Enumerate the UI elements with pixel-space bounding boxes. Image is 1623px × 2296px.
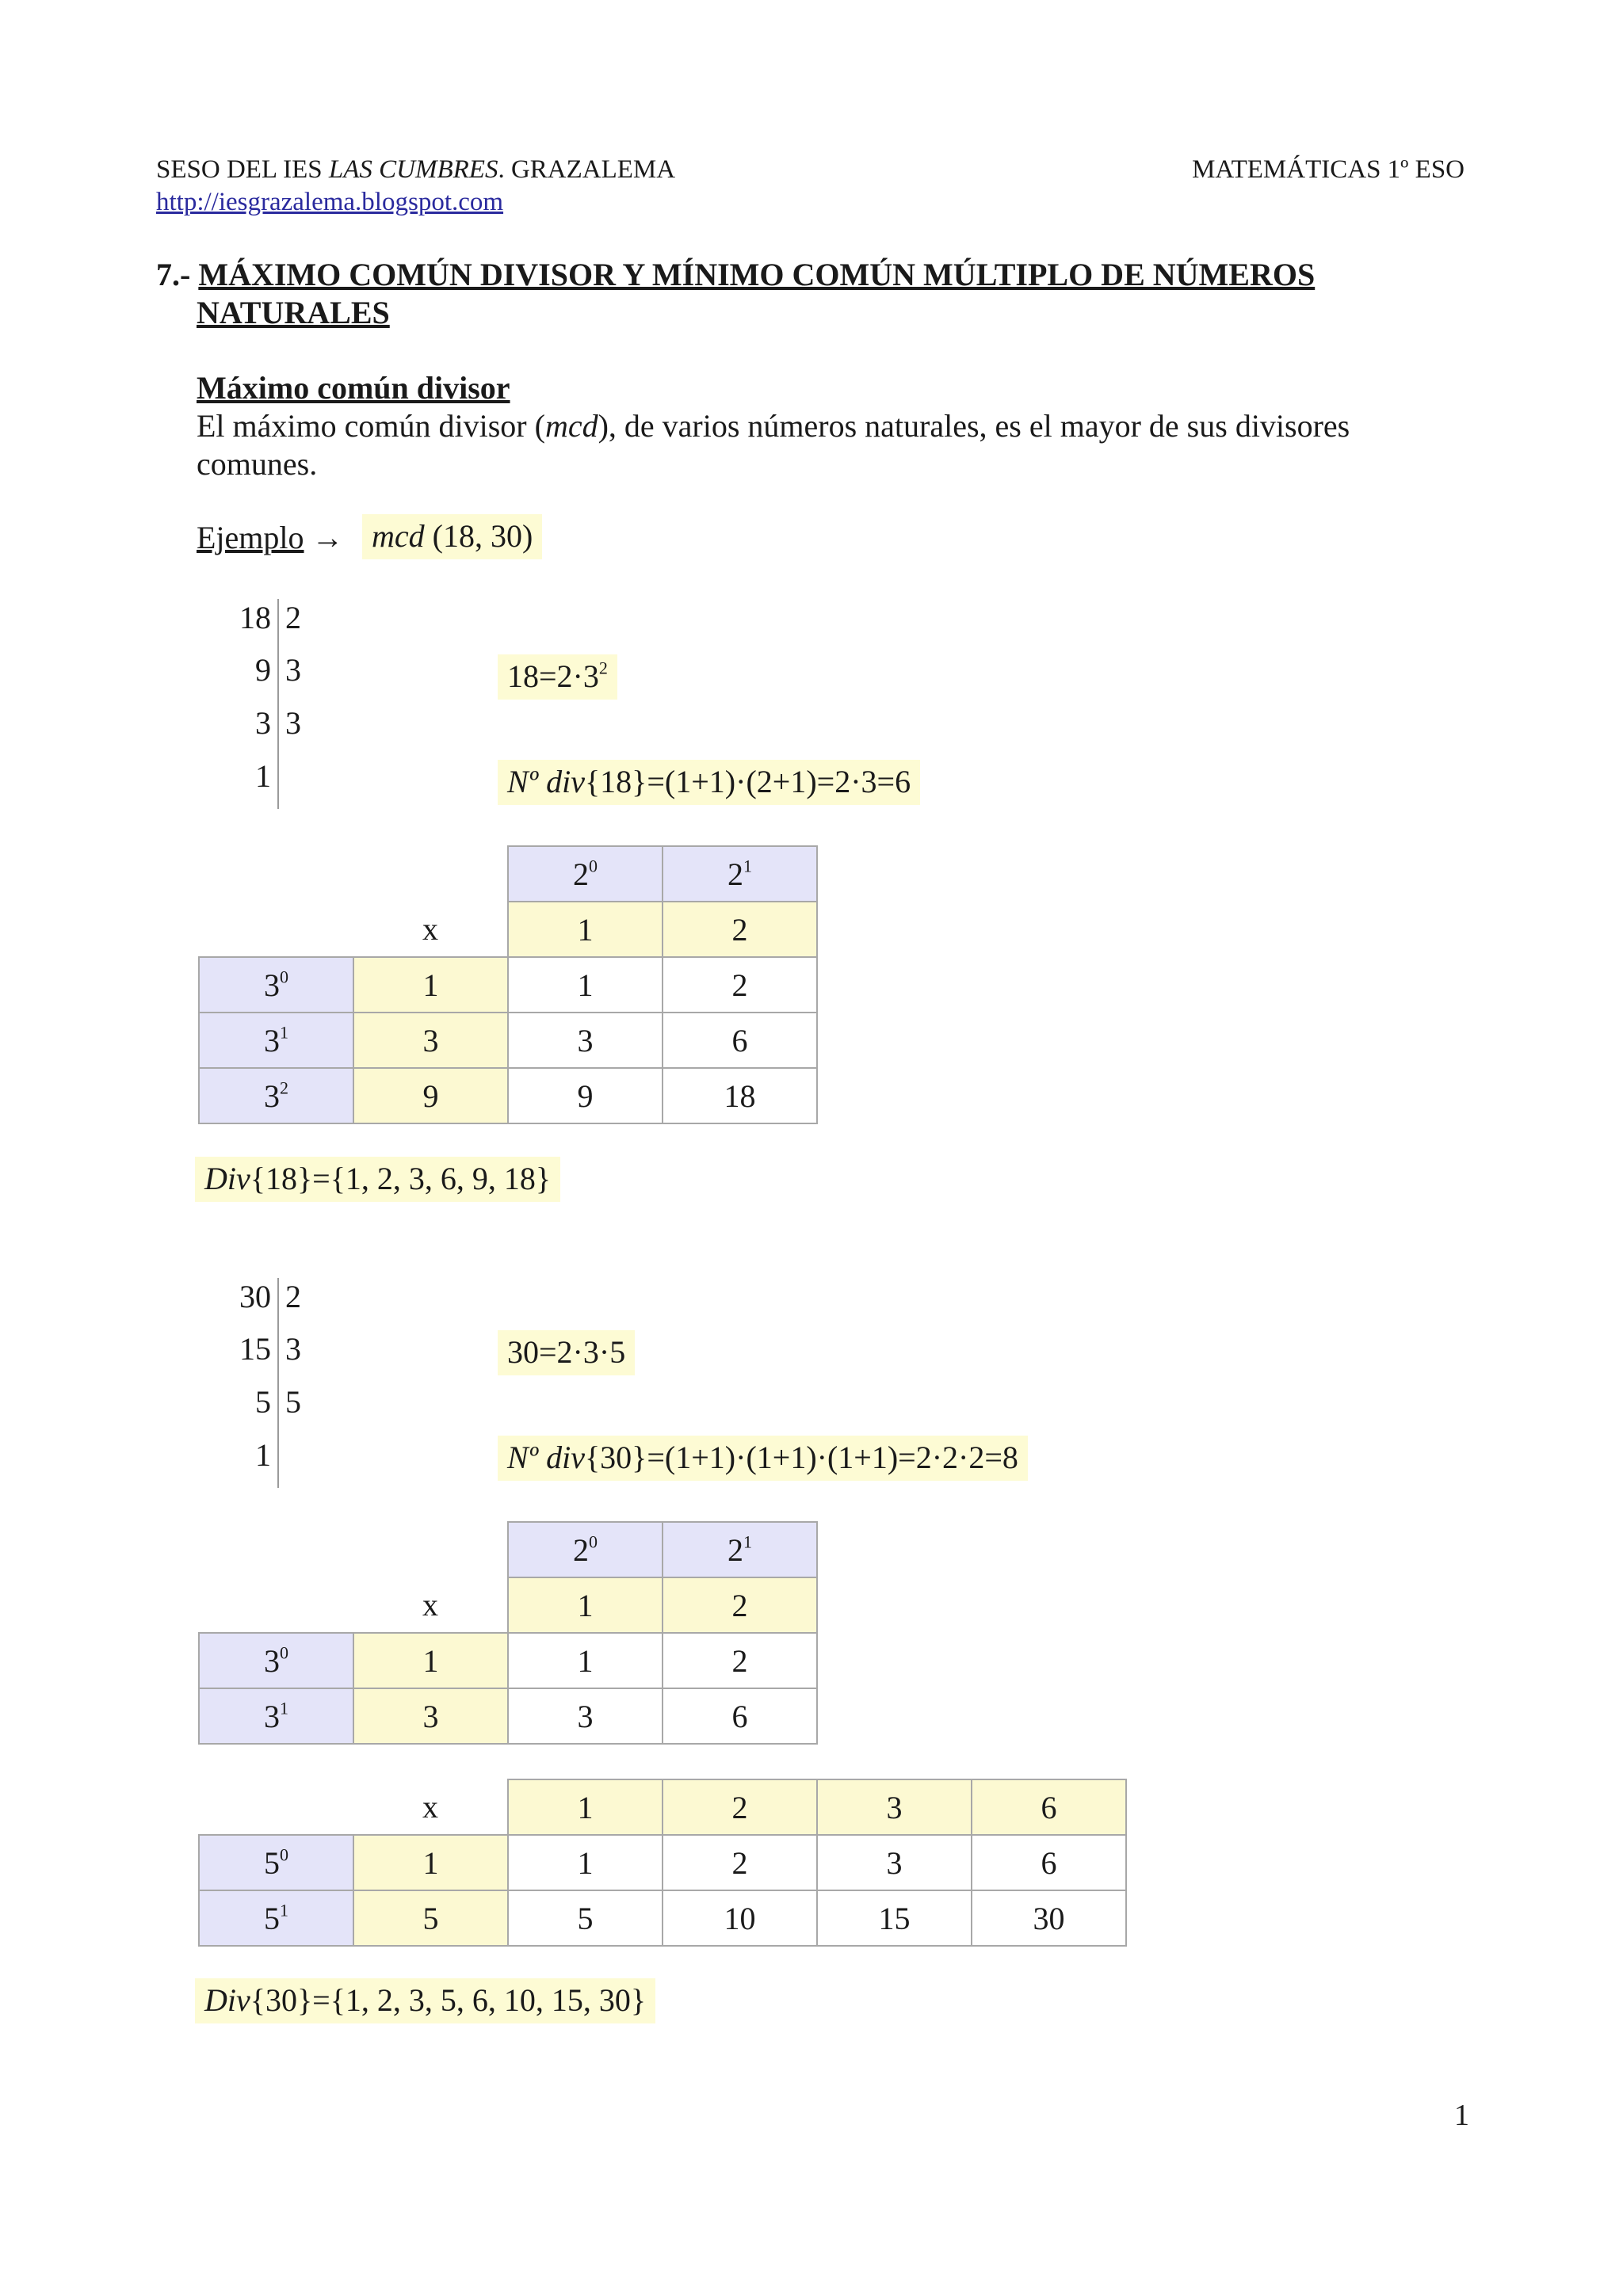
table-cell: $3^2$ [199, 1068, 353, 1123]
ladder-divider [277, 1278, 279, 1488]
table-cell: 1 [508, 1633, 663, 1688]
factor-ladder-30: 30 2 15 3 5 5 1 [216, 1278, 311, 1492]
table-cell: 6 [972, 1835, 1126, 1890]
divisors-30: Div{30}={1, 2, 3, 5, 6, 10, 15, 30} [195, 1978, 655, 2023]
table-row [199, 1577, 817, 1633]
example-formula: mcd (18, 30) [362, 514, 542, 559]
table-cell: 2 [663, 957, 817, 1013]
table-row [199, 1835, 1126, 1890]
divisors-18: Div{18}={1, 2, 3, 6, 9, 18} [195, 1157, 560, 1202]
table-cell: $2^0$ [508, 1522, 663, 1577]
num-divisors-18: Nº div{18}=(1+1)·(2+1)=2·3=6 [498, 760, 920, 805]
table-cell: x [422, 1587, 438, 1623]
definition-line2: comunes. [197, 446, 318, 482]
table-cell: 1 [353, 957, 508, 1013]
divisor-table-18 [198, 845, 818, 1124]
ladder-divider [277, 599, 279, 809]
subsection-title: Máximo común divisor [197, 370, 510, 406]
table-cell: 2 [663, 1577, 817, 1633]
table-cell: 1 [508, 1835, 663, 1890]
header-subject: MATEMÁTICAS 1º ESO [1192, 155, 1465, 184]
table-row [199, 902, 817, 957]
table-row [199, 846, 817, 902]
table-cell: 6 [663, 1688, 817, 1744]
table-row [199, 1633, 817, 1688]
table-cell: 1 [508, 1779, 663, 1835]
table-cell: 2 [663, 1633, 817, 1688]
table-cell: 5 [508, 1890, 663, 1946]
table-cell: 18 [663, 1068, 817, 1123]
table-cell: 3 [353, 1688, 508, 1744]
header-school: SESO DEL IES LAS CUMBRES. GRAZALEMA [156, 155, 676, 184]
table-cell: x [422, 911, 438, 947]
page-number: 1 [1454, 2099, 1469, 2132]
table-cell: 3 [817, 1779, 972, 1835]
table-row [199, 1068, 817, 1123]
table-row [199, 1779, 1126, 1835]
table-cell: 9 [353, 1068, 508, 1123]
table-row [199, 1013, 817, 1068]
table-cell: 1 [353, 1633, 508, 1688]
table-cell: $2^1$ [663, 846, 817, 902]
section-title [156, 256, 1315, 294]
section-title-line2: NATURALES [197, 295, 390, 330]
table-cell: $3^0$ [199, 957, 353, 1013]
table-cell: $3^1$ [199, 1013, 353, 1068]
factorization-30: 30=2·3·5 [498, 1330, 635, 1375]
divisor-table-30-a [198, 1521, 818, 1745]
table-cell: 6 [972, 1779, 1126, 1835]
table-cell: 15 [817, 1890, 972, 1946]
section-number: 7.- [156, 257, 191, 292]
table-cell: 2 [663, 902, 817, 957]
table-cell: $3^1$ [199, 1688, 353, 1744]
table-cell: $2^0$ [508, 846, 663, 902]
table-cell: $2^1$ [663, 1522, 817, 1577]
table-cell: 1 [353, 1835, 508, 1890]
blog-link[interactable]: http://iesgrazalema.blogspot.com [156, 188, 504, 216]
table-cell: $3^0$ [199, 1633, 353, 1688]
table-cell: 10 [663, 1890, 817, 1946]
table-cell: 1 [508, 957, 663, 1013]
num-divisors-30: Nº div{30}=(1+1)·(1+1)·(1+1)=2·2·2=8 [498, 1436, 1028, 1481]
table-cell: 3 [508, 1013, 663, 1068]
table-cell: $5^0$ [199, 1835, 353, 1890]
table-row [199, 1890, 1126, 1946]
table-cell: 3 [508, 1688, 663, 1744]
factorization-18: $18=2\cdot 3^2$ [498, 654, 617, 700]
table-cell: x [422, 1789, 438, 1825]
section-title-line1: MÁXIMO COMÚN DIVISOR Y MÍNIMO COMÚN MÚLTIPLO DE NÚMEROS [198, 257, 1316, 292]
definition-line1: El máximo común divisor (mcd), de varios números naturales, es el mayor de sus divisores [197, 408, 1350, 444]
table-cell: 6 [663, 1013, 817, 1068]
table-row [199, 1522, 817, 1577]
example-label: Ejemplo → [197, 520, 344, 555]
divisor-table-30-b [198, 1779, 1127, 1947]
table-cell: 5 [353, 1890, 508, 1946]
table-cell: 30 [972, 1890, 1126, 1946]
table-cell: 2 [663, 1835, 817, 1890]
factor-ladder-18: 18 2 9 3 3 3 1 [216, 599, 311, 813]
table-row [199, 957, 817, 1013]
arrow-icon: → [311, 520, 344, 555]
table-cell: $5^1$ [199, 1890, 353, 1946]
table-cell: 3 [817, 1835, 972, 1890]
table-cell: 3 [353, 1013, 508, 1068]
table-cell: 1 [508, 1577, 663, 1633]
table-cell: 9 [508, 1068, 663, 1123]
table-cell: 1 [508, 902, 663, 957]
table-cell: 2 [663, 1779, 817, 1835]
table-row [199, 1688, 817, 1744]
